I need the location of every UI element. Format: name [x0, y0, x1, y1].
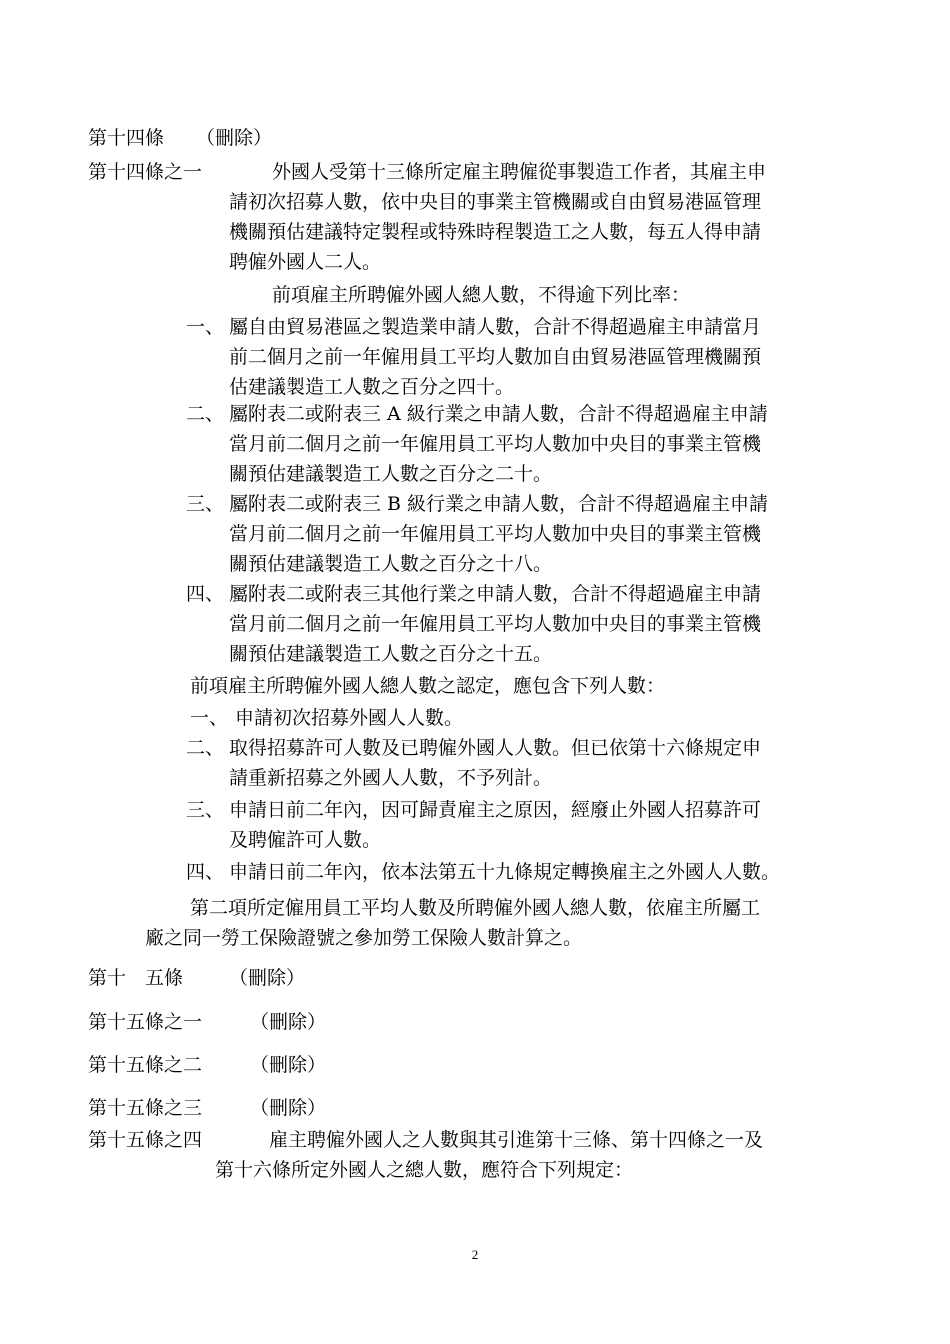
article-15-4-heading: 第十五條之四	[88, 1129, 203, 1151]
list1-item-line: 關預估建議製造工人數之百分之二十。	[229, 463, 553, 485]
list2-item-line: 及聘僱許可人數。	[229, 829, 382, 851]
list1-item-line: 當月前二個月之前一年僱用員工平均人數加中央目的事業主管機	[229, 523, 762, 545]
list2-item-line: 申請初次招募外國人人數。	[235, 707, 464, 729]
list1-item-line: 前二個月之前一年僱用員工平均人數加自由貿易港區管理機關預	[229, 346, 762, 368]
list1-item-line: 當月前二個月之前一年僱用員工平均人數加中央目的事業主管機	[229, 433, 762, 455]
article-14-1-para1-line: 聘僱外國人二人。	[229, 251, 382, 273]
list1-item-number: 二、	[186, 403, 225, 425]
list1-item-line: 屬附表二或附表三 B 級行業之申請人數，合計不得超過雇主申請	[229, 493, 769, 515]
list1-item-line: 屬附表二或附表三 A 級行業之申請人數，合計不得超過雇主申請	[229, 403, 768, 425]
list2-item-line: 取得招募許可人數及已聘僱外國人人數。但已依第十六條規定申	[229, 737, 762, 759]
list1-item-line: 估建議製造工人數之百分之四十。	[229, 376, 515, 398]
article-15-3-deleted-note: （刪除）	[250, 1097, 327, 1119]
list2-item-number: 四、	[186, 861, 225, 883]
list2-item-line: 請重新招募之外國人人數，不予列計。	[229, 767, 553, 789]
list1-item-line: 當月前二個月之前一年僱用員工平均人數加中央目的事業主管機	[229, 613, 762, 635]
list1-item-number: 一、	[186, 316, 225, 338]
article-14-1-para4-line: 第二項所定僱用員工平均人數及所聘僱外國人總人數，依雇主所屬工	[190, 897, 761, 919]
article-14-1-para1-line: 機關預估建議特定製程或特殊時程製造工之人數，每五人得申請	[229, 221, 762, 243]
article-14-1-heading: 第十四條之一	[88, 161, 203, 183]
article-15-4-line: 第十六條所定外國人之總人數，應符合下列規定：	[215, 1159, 634, 1181]
list1-item-line: 屬自由貿易港區之製造業申請人數，合計不得超過雇主申請當月	[229, 316, 762, 338]
list1-item-number: 四、	[186, 583, 225, 605]
list2-item-line: 申請日前二年內，依本法第五十九條規定轉換雇主之外國人人數。	[229, 861, 781, 883]
article-14-1-para1-line: 外國人受第十三條所定雇主聘僱從事製造工作者，其雇主申	[272, 161, 767, 183]
article-14-1-para2: 前項雇主所聘僱外國人總人數，不得逾下列比率：	[272, 284, 691, 306]
list2-item-number: 二、	[186, 737, 225, 759]
page-number: 2	[471, 1247, 479, 1262]
article-15-2-deleted-note: （刪除）	[250, 1054, 327, 1076]
list1-item-number: 三、	[186, 493, 225, 515]
article-14-1-para4-line: 廠之同一勞工保險證號之參加勞工保險人數計算之。	[145, 927, 583, 949]
article-14-deleted-note: （刪除）	[196, 127, 273, 149]
article-15-3-heading: 第十五條之三	[88, 1097, 203, 1119]
list1-item-line: 關預估建議製造工人數之百分之十八。	[229, 553, 553, 575]
article-15-1-heading: 第十五條之一	[88, 1011, 203, 1033]
list2-item-number: 三、	[186, 799, 225, 821]
article-14-1-para1-line: 請初次招募人數，依中央目的事業主管機關或自由貿易港區管理	[229, 191, 762, 213]
article-15-heading: 第十 五條	[88, 967, 184, 989]
article-15-2-heading: 第十五條之二	[88, 1054, 203, 1076]
article-15-deleted-note: （刪除）	[229, 967, 306, 989]
list1-item-line: 關預估建議製造工人數之百分之十五。	[229, 643, 553, 665]
article-15-1-deleted-note: （刪除）	[250, 1011, 327, 1033]
list2-item-number: 一、	[190, 707, 229, 729]
article-14-heading: 第十四條	[88, 127, 165, 149]
article-14-1-para3: 前項雇主所聘僱外國人總人數之認定，應包含下列人數：	[190, 675, 666, 697]
article-15-4-line: 雇主聘僱外國人之人數與其引進第十三條、第十四條之一及	[269, 1129, 764, 1151]
list2-item-line: 申請日前二年內，因可歸責雇主之原因，經廢止外國人招募許可	[229, 799, 762, 821]
list1-item-line: 屬附表二或附表三其他行業之申請人數，合計不得超過雇主申請	[229, 583, 762, 605]
